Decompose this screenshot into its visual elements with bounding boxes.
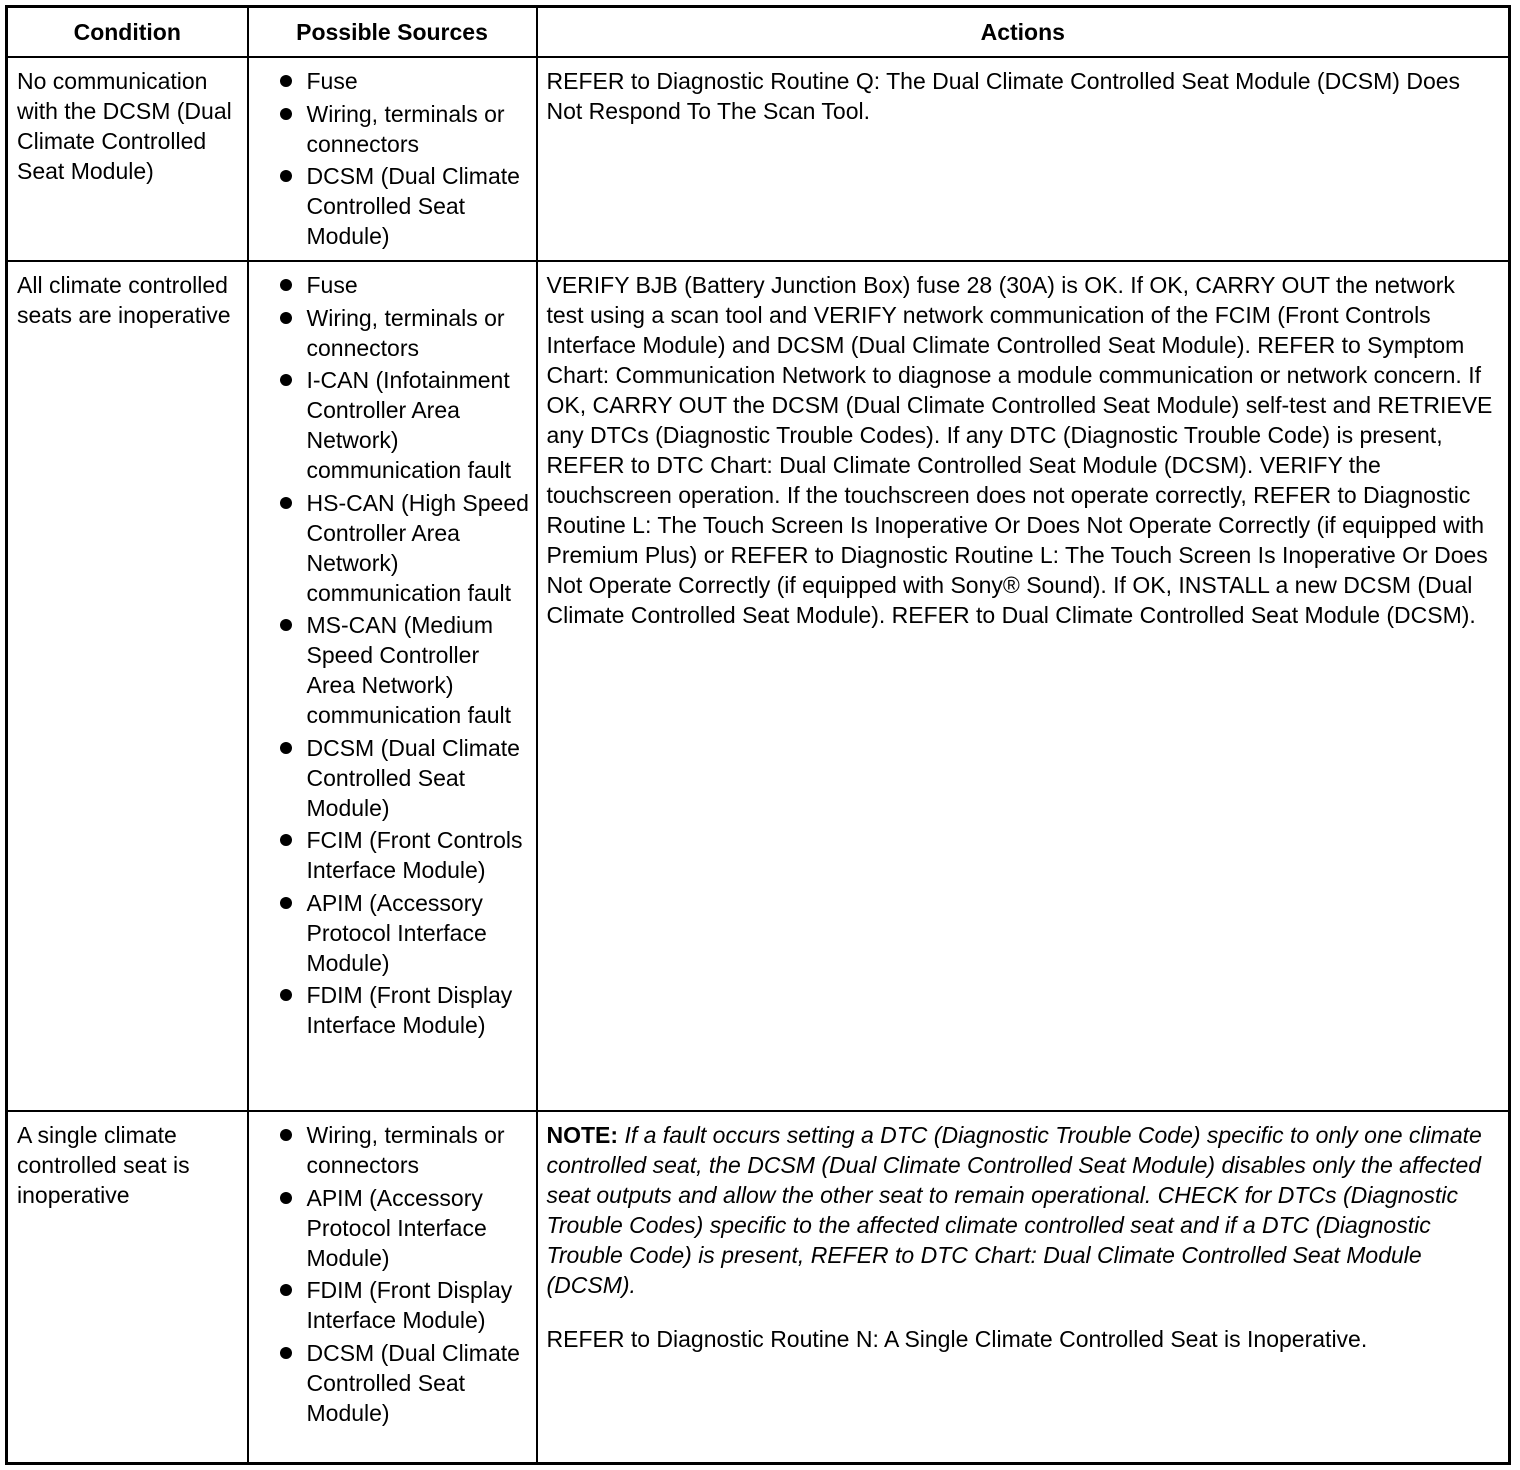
condition-cell: All climate controlled seats are inoperative xyxy=(7,261,248,1111)
bullet-icon xyxy=(280,834,292,846)
bullet-icon xyxy=(280,897,292,909)
list-item xyxy=(257,825,532,885)
note-paragraph xyxy=(547,1120,1499,1300)
list-item xyxy=(257,270,532,300)
bullet-icon xyxy=(280,312,292,324)
source-text: Wiring, terminals or connectors xyxy=(306,100,505,157)
bullet-icon xyxy=(280,742,292,754)
sources-list xyxy=(257,1120,532,1428)
bullet-icon xyxy=(280,619,292,631)
sources-cell xyxy=(248,57,537,261)
source-text: APIM (Accessory Protocol Interface Module) xyxy=(306,1184,487,1271)
bullet-icon xyxy=(280,1347,292,1359)
condition-cell: A single climate controlled seat is inoperative xyxy=(7,1111,248,1464)
bullet-icon xyxy=(280,1284,292,1296)
source-text: FDIM (Front Display Interface Module) xyxy=(306,982,513,1038)
sources-list xyxy=(257,66,532,251)
list-item xyxy=(257,365,532,485)
source-text: APIM (Accessory Protocol Interface Module) xyxy=(306,889,487,976)
sources-cell xyxy=(248,261,537,1111)
bullet-icon xyxy=(280,170,292,182)
list-item xyxy=(257,610,532,730)
source-text: DCSM (Dual Climate Controlled Seat Module) xyxy=(306,163,520,249)
symptom-table xyxy=(5,5,1511,1465)
source-text: Fuse xyxy=(306,272,358,298)
action-text: VERIFY BJB (Battery Junction Box) fuse 28 (30A) is OK. If OK, CARRY OUT the network test using a scan tool and VERIFY network communication of the FCIM (Front Controls Interface Module) and DCSM (Dual Climate Controlled Seat Module). REFER to Symptom Chart: Communication Network to diagnose a module communication or network concern. If OK, CARRY OUT the DCSM (Dual Climate Controlled Seat Module) self-test and RETRIEVE any DTCs (Diagnostic Trouble Codes). If any DTC (Diagnostic Trouble Code) is present, REFER to DTC Chart: Dual Climate Controlled Seat Module (DCSM). VERIFY the touchscreen operation. If the touchscreen does not operate correctly, REFER to Diagnostic Routine L: The Touch Screen Is Inoperative Or Does Not Operate Correctly (if equipped with Premium Plus) or REFER to Diagnostic Routine L: The Touch Screen Is Inoperative Or Does Not Operate Correctly (if equipped with Sony® Sound). If OK, INSTALL a new DCSM (Dual Climate Controlled Seat Module). REFER to Dual Climate Controlled Seat Module (DCSM). xyxy=(546,272,1493,628)
table-row xyxy=(7,1111,1510,1464)
condition-cell: No communication with the DCSM (Dual Climate Controlled Seat Module) xyxy=(7,57,248,261)
list-item xyxy=(257,488,532,608)
source-text: DCSM (Dual Climate Controlled Seat Module) xyxy=(306,734,520,821)
table-row xyxy=(7,57,1510,261)
source-text: Wiring, terminals or connectors xyxy=(306,304,505,361)
sources-list xyxy=(257,270,532,1040)
list-item xyxy=(257,66,532,96)
bullet-icon xyxy=(280,497,292,509)
action-cell xyxy=(537,57,1510,261)
bullet-icon xyxy=(280,1129,292,1141)
list-item xyxy=(257,161,532,251)
source-text: DCSM (Dual Climate Controlled Seat Module) xyxy=(306,1339,520,1426)
bullet-icon xyxy=(280,989,292,1001)
action-cell xyxy=(537,1111,1510,1464)
source-text: Wiring, terminals or connectors xyxy=(306,1122,505,1178)
source-text: MS-CAN (Medium Speed Controller Area Network) communication fault xyxy=(306,612,512,728)
note-text: If a fault occurs setting a DTC (Diagnostic Trouble Code) specific to only one climate controlled seat, the DCSM (Dual Climate Controlled Seat Module) disables only the affected seat outputs and allow the other seat to remain operational. CHECK for DTCs (Diagnostic Trouble Codes) specific to the affected climate controlled seat and if a DTC (Diagnostic Trouble Code) is present, REFER to DTC Chart: Dual Climate Controlled Seat Module (DCSM). xyxy=(546,1122,1482,1298)
source-text: Fuse xyxy=(306,68,358,94)
header-possible-sources: Possible Sources xyxy=(248,7,537,58)
header-condition: Condition xyxy=(7,7,248,58)
note-label: NOTE: xyxy=(546,1122,619,1148)
source-text: FCIM (Front Controls Interface Module) xyxy=(306,827,523,883)
table-row xyxy=(7,261,1510,1111)
list-item xyxy=(257,980,532,1040)
source-text: FDIM (Front Display Interface Module) xyxy=(306,1277,513,1333)
list-item xyxy=(257,1120,532,1180)
list-item xyxy=(257,1338,532,1428)
action-text: REFER to Diagnostic Routine N: A Single Climate Controlled Seat is Inoperative. xyxy=(546,1326,1368,1352)
list-item xyxy=(257,303,532,363)
bullet-icon xyxy=(280,1192,292,1204)
source-text: HS-CAN (High Speed Controller Area Network) communication fault xyxy=(306,489,529,606)
list-item xyxy=(257,1275,532,1335)
header-actions: Actions xyxy=(537,7,1510,58)
header-row xyxy=(7,7,1510,58)
list-item xyxy=(257,1183,532,1273)
list-item xyxy=(257,733,532,823)
list-item xyxy=(257,99,532,159)
action-text: REFER to Diagnostic Routine Q: The Dual Climate Controlled Seat Module (DCSM) Does Not Respond To The Scan Tool. xyxy=(546,68,1461,124)
source-text: I-CAN (Infotainment Controller Area Network) communication fault xyxy=(306,367,512,483)
list-item xyxy=(257,888,532,978)
action-cell xyxy=(537,261,1510,1111)
bullet-icon xyxy=(280,75,292,87)
sources-cell xyxy=(248,1111,537,1464)
bullet-icon xyxy=(280,279,292,291)
bullet-icon xyxy=(280,374,292,386)
bullet-icon xyxy=(280,108,292,120)
